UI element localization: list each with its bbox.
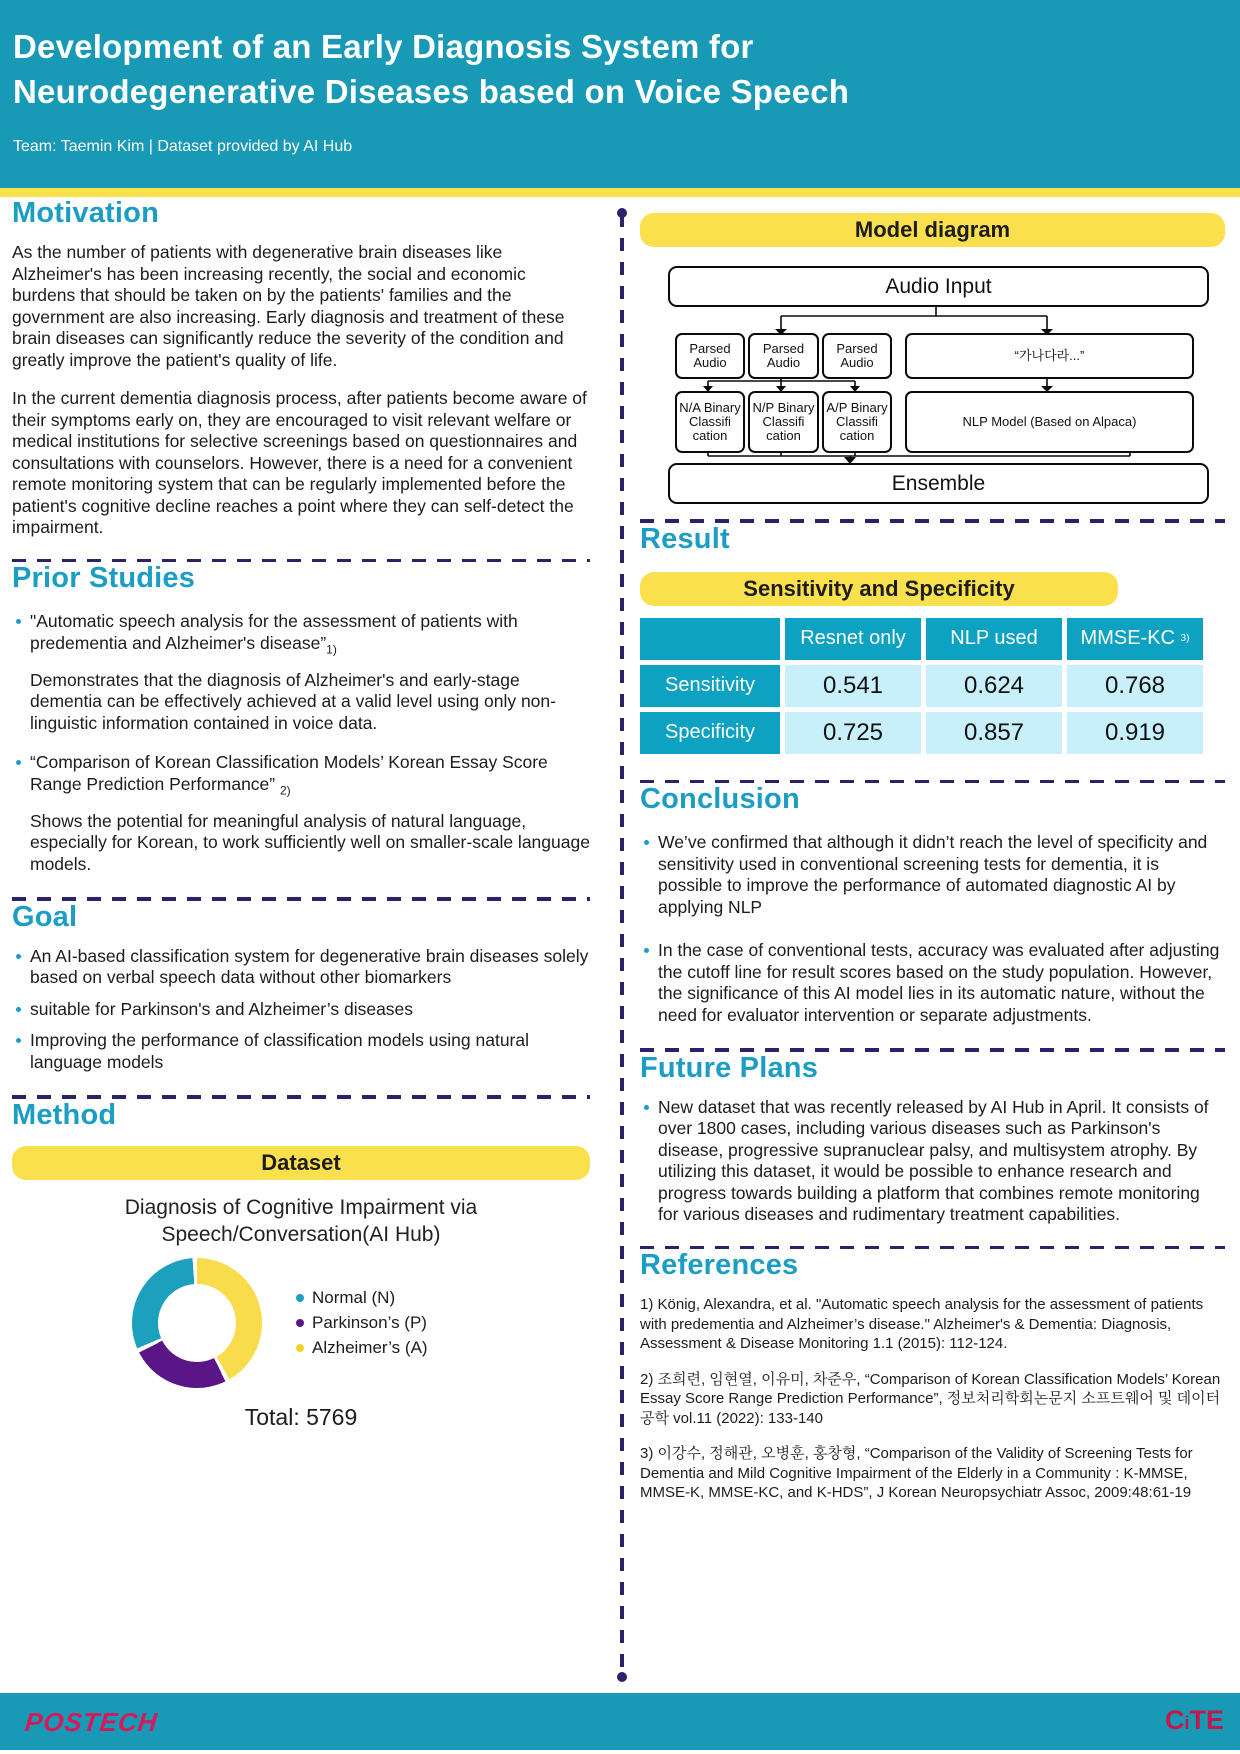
cite-logo: CiTE (1164, 1705, 1224, 1735)
column-separator (620, 214, 624, 1676)
header-accent-stripe (0, 188, 1240, 197)
chart-title: Diagnosis of Cognitive Impairment via Speech/Conversation(AI Hub) (124, 1195, 478, 1246)
donut-hole (158, 1284, 236, 1362)
legend-dot-icon (296, 1294, 304, 1302)
model-diagram (640, 253, 1225, 505)
table-value-cell: 0.857 (926, 712, 1062, 754)
table-value-cell: 0.541 (785, 665, 921, 707)
bullet-dot-icon (644, 1105, 649, 1110)
legend-dot-icon (296, 1344, 304, 1352)
donut-chart (132, 1258, 262, 1388)
prior-study-description: Demonstrates that the diagnosis of Alzheimer's and early-stage dementia can be effectively achieved at a valid level using only non-linguistic information contained in voice data. (30, 669, 556, 733)
prior-study-item (12, 752, 590, 802)
legend-item-parkinsons: Parkinson’s (P) (296, 1310, 428, 1335)
table-col-header: MMSE-KC 3) (1067, 618, 1203, 660)
bullet-dot-icon (16, 619, 21, 624)
bullet-dot-icon (16, 1038, 21, 1043)
team-line: Team: Taemin Kim | Dataset provided by AI Hub (13, 138, 353, 155)
table-value-cell: 0.624 (926, 665, 1062, 707)
dataset-banner: Dataset (12, 1146, 590, 1180)
chart-legend (296, 1285, 428, 1360)
diagram-na-classifier-box: N/A Binary Classifi cation (675, 391, 745, 453)
diagram-np-classifier-box: N/P Binary Classifi cation (748, 391, 819, 453)
section-prior-studies-heading: Prior Studies (12, 562, 196, 594)
conclusion-bullet: In the case of conventional tests, accuracy was evaluated after adjusting the cutoff line for result scores based on the study population. However, the significance of this AI model lies in its automatic nature, without the need for evaluator intervention or separate adjustments. (640, 940, 1225, 1026)
diagram-parsed-audio-box: Parsed Audio (822, 333, 892, 379)
ref-mark: 1) (326, 642, 337, 656)
bullet-dot-icon (16, 1007, 21, 1012)
diagram-ensemble-box: Ensemble (668, 463, 1209, 504)
poster-title (13, 24, 1113, 114)
reference-item: 1) König, Alexandra, et al. "Automatic speech analysis for the assessment of patients with predementia and Alzheimer’s disease." Alzheimer's & Dementia: Diagnosis, Assessment & Disease Monitoring 1.1 (2015): 112-124. (640, 1296, 1204, 1352)
left-column (12, 197, 590, 1431)
prior-study-item (12, 611, 590, 661)
goal-bullet: Improving the performance of classification models using natural language models (12, 1030, 590, 1073)
ref-mark: 2) (279, 783, 291, 797)
section-future-plans-heading: Future Plans (640, 1051, 819, 1084)
table-row-header: Sensitivity (640, 665, 780, 707)
bullet-dot-icon (644, 840, 649, 845)
section-method-heading: Method (12, 1098, 117, 1131)
section-conclusion-heading: Conclusion (640, 783, 800, 815)
goal-bullet: An AI-based classification system for degenerative brain diseases solely based on verbal speech data without other biomarkers (12, 946, 590, 989)
bullet-dot-icon (16, 954, 21, 959)
header-band (0, 0, 1240, 188)
prior-study-quote: “Comparison of Korean Classification Models’ Korean Essay Score Range Prediction Performance” $_{2)}$ (30, 752, 548, 797)
legend-item-normal: Normal (N) (296, 1285, 428, 1310)
prior-study-description: Shows the potential for meaningful analysis of natural language, especially for Korean, to work sufficiently well on smaller-scale language models. (30, 810, 590, 874)
future-plans-bullet: New dataset that was recently released by AI Hub in April. It consists of over 1800 cases, including various diseases such as Parkinson's disease, progressive supranuclear palsy, and multisystem atrophy. By utilizing this dataset, it would be possible to enhance research and progress towards building a platform that combines remote monitoring for various diseases and rudimentary treatment capabilities. (640, 1097, 1225, 1226)
diagram-audio-input-box: Audio Input (668, 266, 1209, 307)
diagram-nlp-model-box: NLP Model (Based on Alpaca) (905, 391, 1194, 453)
reference-item: 2) 조희련, 임현열, 이유미, 차준우, “Comparison of Korean Classification Models’ Korean Essay Score Range Prediction Performance”, 정보처리학회논문지 소프트웨어 및 데이터 공학 vol.11 (2022): 133-140 (640, 1370, 1221, 1427)
motivation-paragraph-2: In the current dementia diagnosis process, after patients become aware of their symptoms early on, they are encouraged to visit relevant welfare or medical institutions for selective screenings based on questionnaires and consultations with counselors. However, there is a need for a convenient remote monitoring system that can be regularly implemented before the patient's cognitive decline reaches a point where they can self-detect the impairment. (12, 388, 587, 537)
dataset-donut-chart (132, 1258, 590, 1388)
model-diagram-banner: Model diagram (640, 213, 1225, 247)
dataset-total: Total: 5769 (244, 1403, 358, 1430)
ref-mark: 3) (1180, 633, 1190, 644)
legend-dot-icon (296, 1319, 304, 1327)
table-value-cell: 0.725 (785, 712, 921, 754)
right-column (640, 197, 1225, 1503)
bullet-dot-icon (16, 760, 21, 765)
diagram-transcript-box: “가나다라...” (905, 333, 1194, 379)
sensitivity-specificity-banner: Sensitivity and Specificity (640, 572, 1118, 606)
title-line1: Development of an Early Diagnosis System for (13, 28, 754, 65)
conclusion-bullet: We’ve confirmed that although it didn’t reach the level of specificity and sensitivity used in conventional screening tests for dementia, it is possible to improve the performance of automated diagnostic AI by applying NLP (640, 832, 1225, 918)
diagram-ap-classifier-box: A/P Binary Classifi cation (822, 391, 892, 453)
table-value-cell: 0.919 (1067, 712, 1203, 754)
prior-study-quote: "Automatic speech analysis for the assessment of patients with predementia and Alzheimer's $disease”_{1)}$ (30, 611, 518, 656)
diagram-parsed-audio-box: Parsed Audio (675, 333, 745, 379)
diagram-parsed-audio-box: Parsed Audio (748, 333, 819, 379)
table-col-header: Resnet only (785, 618, 921, 660)
table-corner-cell (640, 618, 780, 660)
bullet-dot-icon (644, 948, 649, 953)
result-table (640, 618, 1225, 754)
section-motivation-heading: Motivation (12, 197, 159, 229)
legend-item-alzheimers: Alzheimer’s (A) (296, 1335, 428, 1360)
reference-item: 3) 이강수, 정해관, 오병훈, 홍창형, “Comparison of the Validity of Screening Tests for Dementia and Mild Cognitive Impairment of the Elderly in a Community : K-MMSE, MMSE-K, MMSE-KC, and K-HDS”, J Korean Neuropsychiatr Assoc, 2009:48:61-19 (640, 1445, 1193, 1501)
footer-band (0, 1693, 1240, 1750)
motivation-paragraph-1: As the number of patients with degenerative brain diseases like Alzheimer's has been increasing recently, the social and economic burdens that should be taken on by the patients' families and the government are also increasing. Early diagnosis and treatment of these brain diseases can significantly reduce the severity of the condition and greatly improve the patient's quality of life. (12, 242, 565, 370)
postech-logo: POSTECH (23, 1707, 160, 1737)
table-row-header: Specificity (640, 712, 780, 754)
title-line2: Neurodegenerative Diseases based on Voice Speech (13, 73, 850, 110)
table-col-header: NLP used (926, 618, 1062, 660)
section-goal-heading: Goal (12, 900, 78, 933)
section-result-heading: Result (640, 522, 730, 555)
table-value-cell: 0.768 (1067, 665, 1203, 707)
separator-dot-bottom (617, 1672, 627, 1682)
goal-bullet: suitable for Parkinson's and Alzheimer’s diseases (12, 999, 590, 1021)
section-references-heading: References (640, 1249, 799, 1281)
